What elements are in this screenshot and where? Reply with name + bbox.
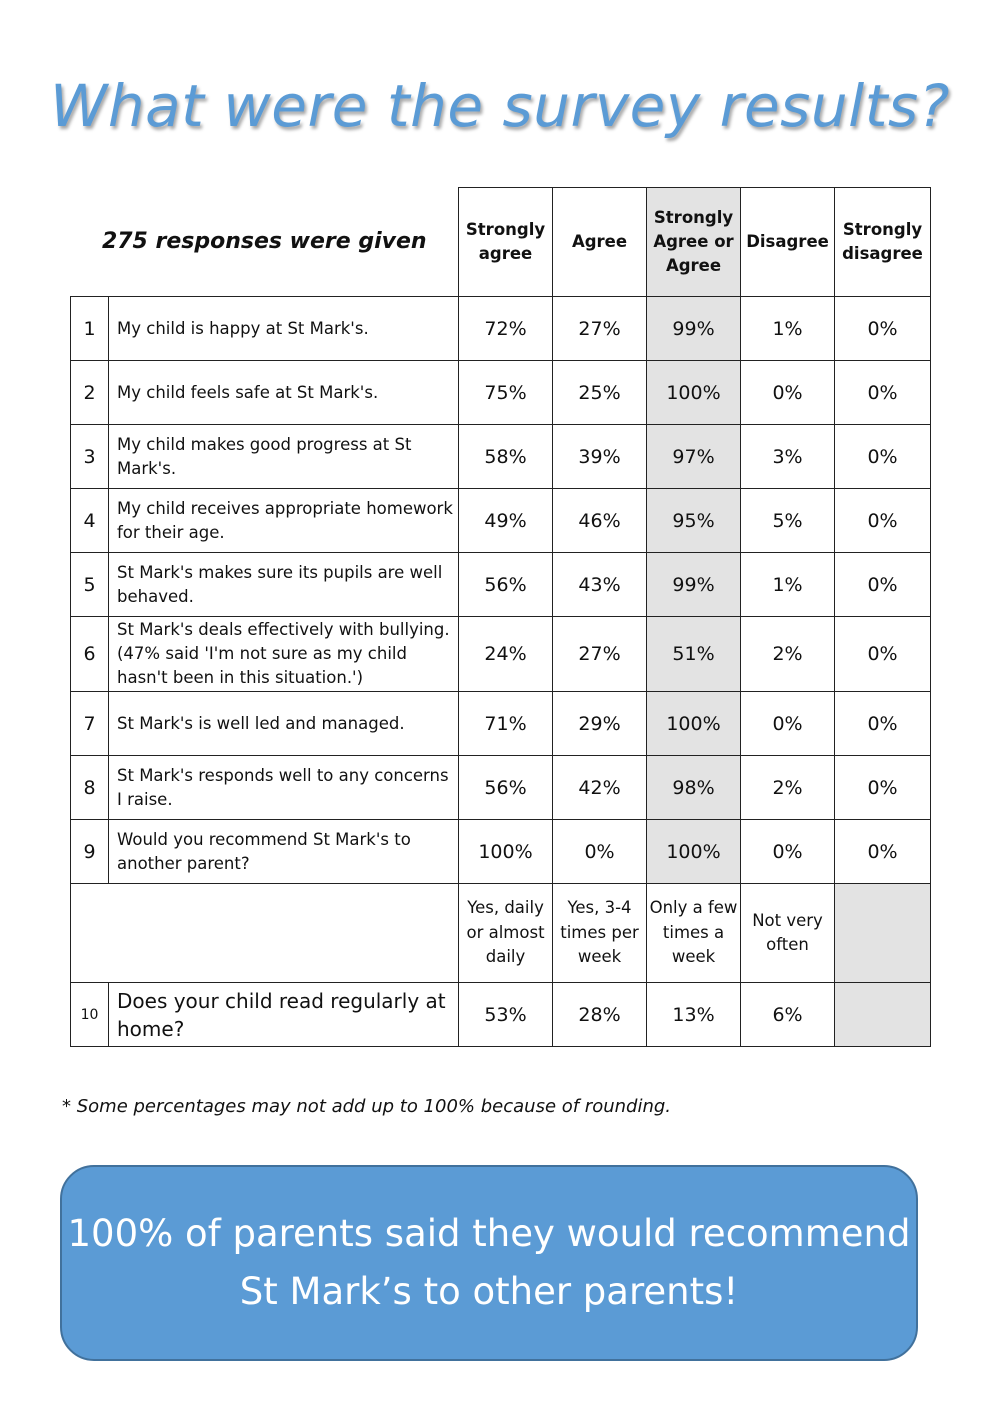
table-row: [71, 297, 931, 361]
agree-value: 46%: [553, 489, 647, 553]
reading-options-row: [71, 884, 931, 983]
strongly-agree-value: 56%: [459, 553, 553, 617]
combined-agree-value: 95%: [647, 489, 741, 553]
banner-line-1: 100% of parents said they would recommend: [67, 1212, 911, 1255]
combined-agree-value: 99%: [647, 297, 741, 361]
row-number: 7: [71, 692, 109, 756]
strongly-agree-value: 72%: [459, 297, 553, 361]
strongly-disagree-value: 0%: [835, 425, 931, 489]
disagree-value: 2%: [741, 617, 835, 692]
disagree-value: 1%: [741, 553, 835, 617]
disagree-value: 3%: [741, 425, 835, 489]
header-strongly-agree-or-agree: Strongly Agree or Agree: [647, 188, 741, 297]
combined-agree-value: 51%: [647, 617, 741, 692]
row-number: 3: [71, 425, 109, 489]
disagree-value: 5%: [741, 489, 835, 553]
statement: My child receives appropriate homework for their age.: [109, 489, 459, 553]
row-number: 4: [71, 489, 109, 553]
combined-agree-value: 100%: [647, 820, 741, 884]
option-3-4-times: Yes, 3-4 times per week: [553, 884, 647, 983]
strongly-agree-value: 100%: [459, 820, 553, 884]
table-row: [71, 553, 931, 617]
banner-line-2: St Mark’s to other parents!: [239, 1270, 739, 1313]
strongly-disagree-value: 0%: [835, 553, 931, 617]
disagree-value: 0%: [741, 820, 835, 884]
combined-agree-value: 99%: [647, 553, 741, 617]
agree-value: 27%: [553, 617, 647, 692]
row-number: 10: [71, 983, 109, 1047]
agree-value: 29%: [553, 692, 647, 756]
statement: St Mark's deals effectively with bullying. (47% said 'I'm not sure as my child hasn't been in this situation.'): [109, 617, 459, 692]
strongly-disagree-value: 0%: [835, 297, 931, 361]
header-strongly-agree: Strongly agree: [459, 188, 553, 297]
strongly-agree-value: 71%: [459, 692, 553, 756]
strongly-agree-value: 58%: [459, 425, 553, 489]
agree-value: 39%: [553, 425, 647, 489]
combined-agree-value: 100%: [647, 692, 741, 756]
statement: St Mark's responds well to any concerns I raise.: [109, 756, 459, 820]
strongly-agree-value: 24%: [459, 617, 553, 692]
table-row: [71, 617, 931, 692]
strongly-disagree-value: 0%: [835, 820, 931, 884]
agree-value: 42%: [553, 756, 647, 820]
strongly-disagree-value: 0%: [835, 361, 931, 425]
strongly-disagree-value: 0%: [835, 756, 931, 820]
disagree-value: 2%: [741, 756, 835, 820]
agree-value: 0%: [553, 820, 647, 884]
rounding-footnote: * Some percentages may not add up to 100% because of rounding.: [62, 1096, 672, 1117]
statement: My child is happy at St Mark's.: [109, 297, 459, 361]
not-often-value: 6%: [741, 983, 835, 1047]
option-few-times: Only a few times a week: [647, 884, 741, 983]
recommendation-banner: [60, 1165, 918, 1361]
table-row: [71, 820, 931, 884]
header-agree: Agree: [553, 188, 647, 297]
disagree-value: 0%: [741, 692, 835, 756]
statement: Would you recommend St Mark's to another parent?: [109, 820, 459, 884]
row-number: 6: [71, 617, 109, 692]
option-not-often: Not very often: [741, 884, 835, 983]
statement: My child makes good progress at St Mark's.: [109, 425, 459, 489]
strongly-agree-value: 56%: [459, 756, 553, 820]
caption-cell: [71, 188, 459, 297]
table-row: [71, 692, 931, 756]
row-number: 8: [71, 756, 109, 820]
page-title: What were the survey results?: [50, 72, 950, 140]
row-number: 5: [71, 553, 109, 617]
strongly-disagree-value: 0%: [835, 489, 931, 553]
strongly-agree-value: 49%: [459, 489, 553, 553]
agree-value: 43%: [553, 553, 647, 617]
disagree-value: 0%: [741, 361, 835, 425]
row-number: 1: [71, 297, 109, 361]
header-disagree: Disagree: [741, 188, 835, 297]
header-row: [71, 188, 931, 297]
combined-agree-value: 97%: [647, 425, 741, 489]
strongly-disagree-value: 0%: [835, 617, 931, 692]
responses-caption: 275 responses were given: [101, 229, 427, 255]
3-4-times-value: 28%: [553, 983, 647, 1047]
row-number: 2: [71, 361, 109, 425]
combined-agree-value: 100%: [647, 361, 741, 425]
row-number: 9: [71, 820, 109, 884]
statement: St Mark's is well led and managed.: [109, 692, 459, 756]
agree-value: 25%: [553, 361, 647, 425]
strongly-disagree-value: 0%: [835, 692, 931, 756]
combined-agree-value: 98%: [647, 756, 741, 820]
disagree-value: 1%: [741, 297, 835, 361]
strongly-agree-value: 75%: [459, 361, 553, 425]
statement: My child feels safe at St Mark's.: [109, 361, 459, 425]
header-strongly-disagree: Strongly disagree: [835, 188, 931, 297]
reading-options-spacer: [71, 884, 459, 983]
few-times-value: 13%: [647, 983, 741, 1047]
agree-value: 27%: [553, 297, 647, 361]
table-row: [71, 425, 931, 489]
empty-shaded-cell: [835, 983, 931, 1047]
survey-results-table: [70, 187, 931, 1047]
daily-value: 53%: [459, 983, 553, 1047]
table-row: [71, 361, 931, 425]
statement: St Mark's makes sure its pupils are well behaved.: [109, 553, 459, 617]
empty-shaded-cell: [835, 884, 931, 983]
table-row: [71, 756, 931, 820]
option-daily: Yes, daily or almost daily: [459, 884, 553, 983]
table-row: [71, 489, 931, 553]
table-row: [71, 983, 931, 1047]
statement: Does your child read regularly at home?: [109, 983, 459, 1047]
